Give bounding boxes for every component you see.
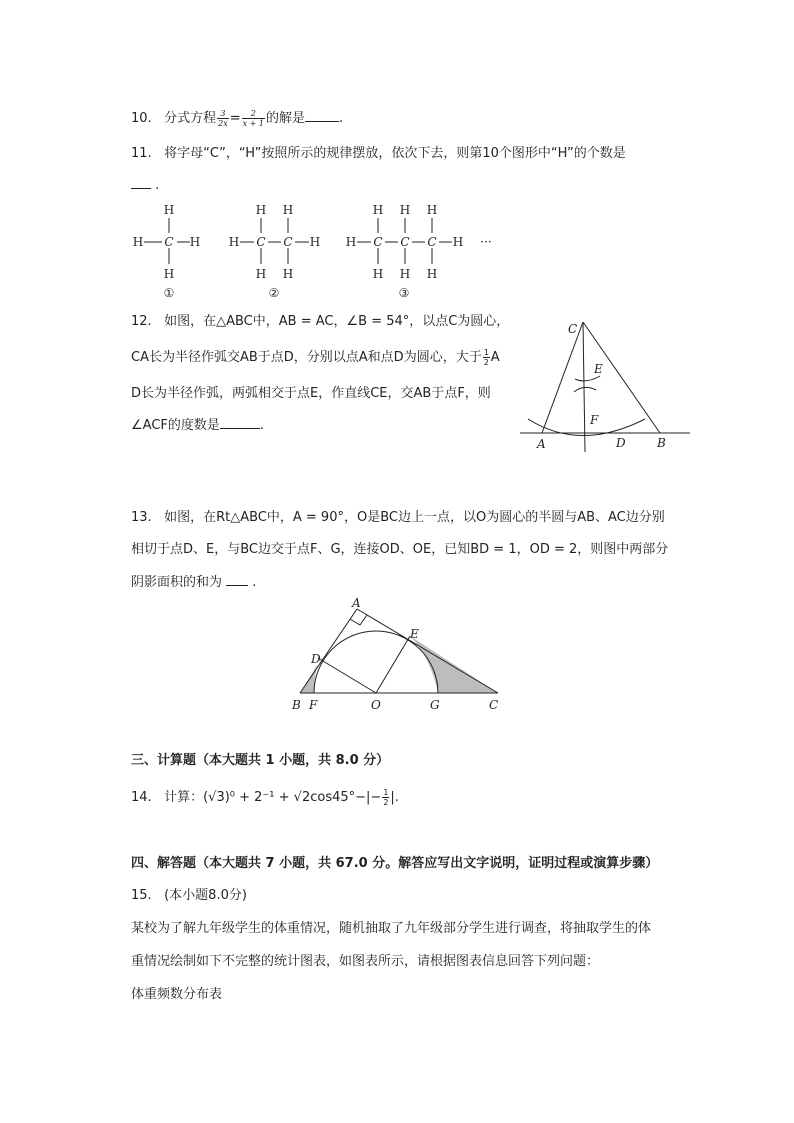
fig1-c: C <box>164 235 174 249</box>
q12-text-1: 如图，在△ABC中，AB = AC，∠B = 54°，以点C为圆心， <box>164 314 510 329</box>
fig2-label: ② <box>268 286 280 300</box>
fig3-c3: C <box>427 235 437 249</box>
q11-number: 11. <box>131 146 152 161</box>
q10-text-after: 的解是 <box>266 111 306 126</box>
fig2-h-top2: H <box>282 203 294 217</box>
q12-line1 <box>131 313 509 331</box>
q12-line4 <box>131 416 264 435</box>
q10-number: 10. <box>131 111 152 126</box>
fig3-c2: C <box>400 235 410 249</box>
q15-number: 15. <box>131 888 152 903</box>
q12-number: 12. <box>131 314 152 329</box>
q11-answer-blank <box>131 176 151 189</box>
q12-label-B: B <box>657 436 666 450</box>
q11-figure <box>0 198 794 308</box>
q12-text-3: D长为半径作弧，两弧相交于点E，作直线CE，交AB于点F，则 <box>131 386 491 401</box>
fig3-c1: C <box>373 235 383 249</box>
q15-header <box>131 887 247 905</box>
fig3-h-top3: H <box>426 203 438 217</box>
fig2-c1: C <box>256 235 266 249</box>
q13-text-2: 相切于点D、E，与BC边交于点F、G，连接OD、OE，已知BD = 1，OD = 2，则图中两部分 <box>131 542 669 557</box>
fig3-h-top1: H <box>372 203 384 217</box>
fig3-h-left: H <box>345 235 357 249</box>
q13-line1 <box>131 509 665 527</box>
q12-period: . <box>259 418 265 433</box>
fig2-h-bottom2: H <box>282 267 294 281</box>
q13-label-A: A <box>352 596 361 610</box>
q13-text-3: 阴影面积的和为 <box>131 575 223 590</box>
fig1-h-left: H <box>132 235 144 249</box>
q15-score: (本小题8.0分) <box>164 888 247 903</box>
q15-line1: 某校为了解九年级学生的体重情况，随机抽取了九年级部分学生进行调查，将抽取学生的体 <box>131 921 652 936</box>
q13-line2 <box>131 541 668 559</box>
q10-line <box>131 109 343 128</box>
fig3-h-bottom1: H <box>372 267 384 281</box>
q13-label-C: C <box>489 698 499 712</box>
fig1-h-right: H <box>189 235 201 249</box>
q15-line3: 体重频数分布表 <box>131 987 223 1002</box>
q11-text: 将字母“C”，“H”按照所示的规律摆放，依次下去，则第10个图形中“H”的个数是 <box>164 146 626 161</box>
q10-equals: = <box>229 111 241 126</box>
q10-period: . <box>339 111 344 126</box>
q13-label-D: D <box>311 652 321 666</box>
fig3-h-bottom2: H <box>399 267 411 281</box>
q12-label-E: E <box>594 362 603 376</box>
q13-label-E: E <box>410 627 419 641</box>
q14-end: |. <box>390 790 399 805</box>
q12-label-F: F <box>590 413 599 427</box>
q13-label-B: B <box>292 698 301 712</box>
q12-label-A: A <box>537 437 546 451</box>
q13-line3 <box>131 573 256 592</box>
fig3-label: ③ <box>398 286 410 300</box>
q12-answer-blank <box>220 416 260 429</box>
q13-label-O: O <box>371 698 381 712</box>
q11-line2 <box>131 176 159 195</box>
q12-label-C: C <box>568 322 578 336</box>
fig1-label: ① <box>163 286 175 300</box>
q13-text-1: 如图，在Rt△ABC中，A = 90°，O是BC边上一点，以O为圆心的半圆与AB、AC边分别 <box>164 510 665 525</box>
q13-period: . <box>252 575 257 590</box>
q11-line1 <box>131 145 626 163</box>
q12-line3 <box>131 385 491 403</box>
q14-number: 14. <box>131 790 152 805</box>
q15-line2: 重情况绘制如下不完整的统计图表，如图表所示，请根据图表信息回答下列问题： <box>131 954 600 969</box>
section4-title: 四、解答题（本大题共 7 小题，共 67.0 分。解答应写出文字说明，证明过程或演算步骤） <box>131 856 659 871</box>
q14-text: 计算：(√3)⁰ + 2⁻¹ + √2cos45°−|− <box>164 790 382 805</box>
fig3-h-bottom3: H <box>426 267 438 281</box>
fig1-h-bottom: H <box>163 267 175 281</box>
fig1-h-top: H <box>163 203 175 217</box>
q14-line <box>131 788 399 807</box>
fig2-h-right: H <box>309 235 321 249</box>
q12-half-fraction: $\frac{1}{2}$ <box>483 348 489 367</box>
q12-line2 <box>131 348 500 367</box>
q13-label-F: F <box>309 698 318 712</box>
q12-text-2b: A <box>490 350 500 365</box>
q12-text-4: ∠ACF的度数是 <box>131 418 220 433</box>
fig2-h-left: H <box>228 235 240 249</box>
q14-fraction: $\frac{1}{2}$ <box>383 788 389 807</box>
fig2-c2: C <box>283 235 293 249</box>
q10-fraction-2: $\frac{2}{x + 1}$ <box>242 109 265 128</box>
q10-fraction-1: $\frac{3}{2x}$ <box>218 109 228 128</box>
q12-text-2a: CA长为半径作弧交AB于点D，分别以点A和点D为圆心，大于 <box>131 350 482 365</box>
q10-answer-blank <box>305 109 339 122</box>
ellipsis: ··· <box>480 235 492 249</box>
fig3-h-top2: H <box>399 203 411 217</box>
q13-answer-blank <box>226 573 248 586</box>
fig2-h-top1: H <box>255 203 267 217</box>
q10-text-before: 分式方程 <box>164 111 217 126</box>
fig2-h-bottom1: H <box>255 267 267 281</box>
q11-period: . <box>155 178 160 193</box>
q13-number: 13. <box>131 510 152 525</box>
fig3-h-right: H <box>452 235 464 249</box>
q13-label-G: G <box>430 698 440 712</box>
q12-figure <box>520 312 720 462</box>
q12-label-D: D <box>616 436 626 450</box>
q13-figure <box>290 596 520 716</box>
section3-title: 三、计算题（本大题共 1 小题，共 8.0 分） <box>131 753 390 768</box>
